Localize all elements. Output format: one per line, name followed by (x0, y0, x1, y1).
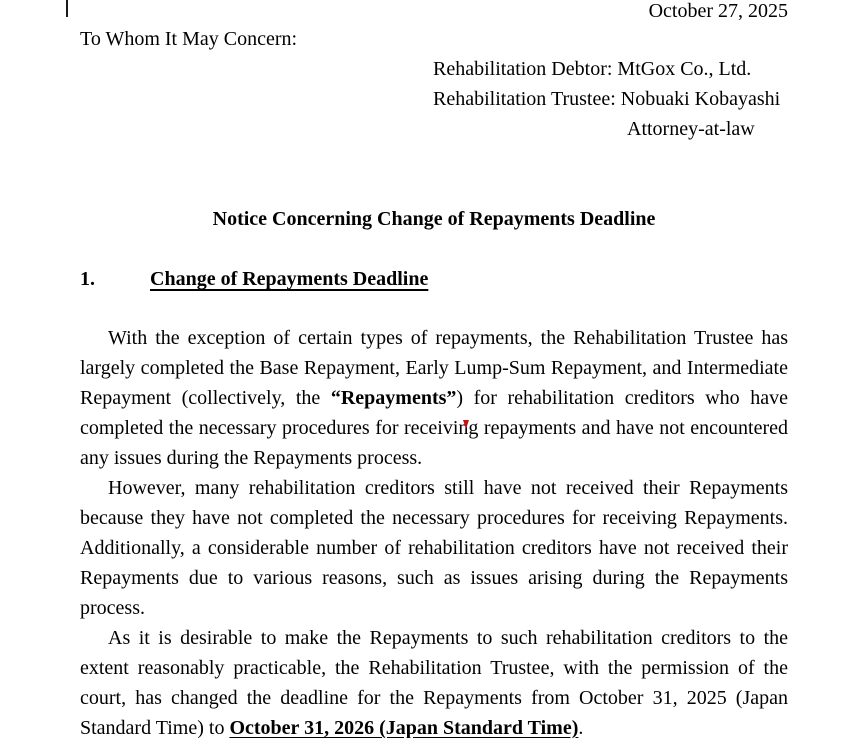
document-title: Notice Concerning Change of Repayments Deadline (212, 208, 656, 230)
repayments-term: “Repayments” (330, 387, 457, 409)
paragraph-3-text-pre: As it is desirable to make the Repayments to such rehabilitation creditors to the extent reasonably practicable, the Rehabilitation Trustee, with the permission of the court, has changed the deadline for the Repayments from October 31, 2025 (Japan Standard Time) to (80, 627, 788, 738)
paragraph-2: However, many rehabilitation creditors still have not received their Repayments because they have not completed the necessary procedures for receiving Repayments. Additionally, a considerable number of rehabilitation creditors have not received their Repayments due to various reasons, such as issues arising during the Repayments process. (80, 477, 788, 619)
red-cursor-caret-icon (463, 420, 469, 429)
document-date: October 27, 2025 (648, 0, 788, 22)
top-left-edge-mark (66, 0, 68, 17)
paragraph-1 (80, 323, 788, 473)
debtor-line: Rehabilitation Debtor: MtGox Co., Ltd. (433, 58, 752, 80)
paragraph-1-text-post: ) for rehabilitation creditors who have completed the necessary procedures for receiving repayments and have not encountered any issues during the Repayments process. (80, 387, 788, 469)
trustee-title-line: Attorney-at-law (627, 118, 755, 140)
issuer-block (433, 54, 788, 144)
salutation: To Whom It May Concern: (80, 28, 298, 50)
section-heading (80, 264, 788, 294)
trustee-line: Rehabilitation Trustee: Nobuaki Kobayashi (433, 88, 781, 110)
new-deadline-date: October 31, 2026 (Japan Standard Time) (229, 717, 579, 738)
paragraph-1-text-pre: With the exception of certain types of repayments, the Rehabilitation Trustee has largely completed the Base Repayment, Early Lump-Sum Repayment, and Intermediate Repayment (collectively, the (80, 327, 788, 409)
paragraph-3 (80, 623, 788, 738)
paragraph-3-text-post: . (578, 717, 584, 738)
section-number: 1. (80, 268, 95, 290)
section-title: Change of Repayments Deadline (150, 268, 429, 290)
